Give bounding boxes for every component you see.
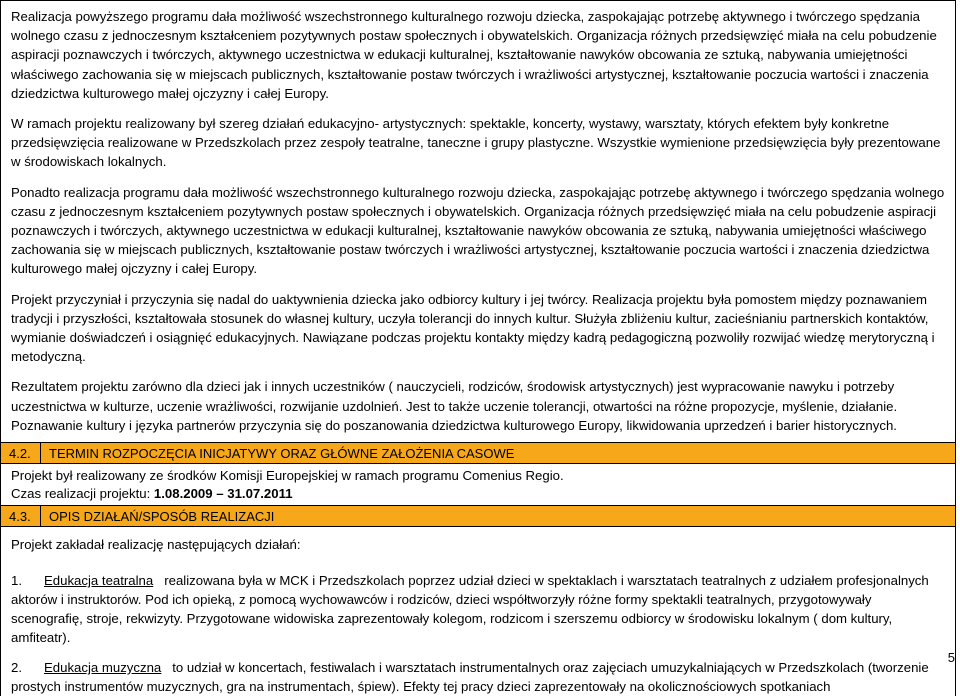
- funding-line: Projekt był realizowany ze środków Komisji Europejskiej w ramach programu Comenius Regio.: [11, 468, 564, 484]
- summary-text-block: [1, 0, 955, 442]
- item-number: 1.: [11, 573, 22, 589]
- item-title: Edukacja muzyczna: [43, 660, 162, 676]
- period-line: [11, 485, 945, 503]
- page-number: 5: [947, 650, 955, 665]
- paragraph: Projekt przyczyniał i przyczynia się nadal do uaktywnienia dziecka jako odbiorcy kultury i jej twórcy. Realizacja projektu była pomostem między poznawaniem tradycji i przyszłości, kształtowała stosunek do własnej kultury, uczyła tolerancji do innych kultur. Służyła zbliżeniu kultur, zacieśnianiu partnerskich kontaktów, wymianie doświadczeń i osiągnięć edukacyjnych. Nawiązane podczas projektu kontakty między kadrą pedagogiczną pozwoliły rozwijać wiedzę merytoryczną i metodyczną.: [11, 291, 935, 365]
- section-header-4-3: [1, 505, 955, 527]
- section-4-2-body: [1, 464, 955, 505]
- paragraph: Ponadto realizacja programu dała możliwość wszechstronnego kulturalnego rozwoju dziecka, zaspokajając potrzebę aktywnego i twórczego spędzania wolnego czasu z jednoczesnym kształceniem pozytywnych postaw społecznych i obywatelskich. Organizacja różnych przedsięwzięć miała na celu pobudzenie aspiracji poznawczych i twórczych, aktywnego uczestnictwa w edukacji kulturalnej, kształtowanie nawyków obcowania ze sztuką, nabywania umiejętności właściwego zachowania się w miejscach publicznych, kształtowanie postaw twórczych i wrażliwości artystycznej, kształtowanie poczucia wartości i znaczenia dziedzictwa kulturowego małej ojczyzny i całej Europy.: [11, 184, 945, 277]
- paragraph: W ramach projektu realizowany był szereg działań edukacyjno- artystycznych: spektakle, koncerty, wystawy, warsztaty, których efektem były konkretne przedsięwzięcia realizowane w Przedszkolach przez zespoły teatralne, taneczne i grupy plastyczne. Wszystkie wymienione przedsięwzięcia były prezentowane w środowiskach lokalnych.: [11, 116, 941, 170]
- period-label: Czas realizacji projektu:: [11, 486, 154, 502]
- section-header-4-2: [1, 442, 955, 464]
- paragraph: Rezultatem projektu zarówno dla dzieci jak i innych uczestników ( nauczycieli, rodziców, środowisk artystycznych) jest wypracowanie nawyku i potrzeby uczestnictwa w kulturze, uczenie wrażliwości, rozwijanie uzdolnień. Jest to także uczenie tolerancji, otwartości na różne propozycje, myślenie, działanie. Poznawanie kultury i języka partnerów przyczynia się do poszanowania dziedzictwa kulturowego Europy, likwidowania uprzedzeń i barier historycznych.: [11, 379, 898, 433]
- paragraph: Realizacja powyższego programu dała możliwość wszechstronnego kulturalnego rozwoju dziecka, zaspokajając potrzebę aktywnego i twórczego spędzania wolnego czasu z jednoczesnym kształceniem pozytywnych postaw społecznych i obywatelskich. Organizacja różnych przedsięwzięć miała na celu pobudzenie aspiracji poznawczych i twórczych, aktywnego uczestnictwa w edukacji kulturalnej, kształtowanie nawyków obcowania ze sztuką, nabywania umiejętności właściwego zachowania się w miejscach publicznych, kształtowanie postaw twórczych i wrażliwości artystycznej, kształtowanie poczucia wartości i znaczenia dziedzictwa kulturowego małej ojczyzny i całej Europy.: [11, 9, 937, 101]
- list-item: [11, 658, 945, 696]
- section-number: 4.2.: [1, 443, 41, 463]
- period-value: 1.08.2009 – 31.07.2011: [153, 486, 293, 502]
- section-intro: Projekt zakładał realizację następujących działań:: [11, 537, 301, 553]
- section-4-3-body: [1, 527, 955, 696]
- item-number: 2.: [11, 660, 22, 676]
- section-title: TERMIN ROZPOCZĘCIA INICJATYWY ORAZ GŁÓWNE ZAŁOŻENIA CASOWE: [49, 445, 515, 461]
- section-title: OPIS DZIAŁAŃ/SPOSÓB REALIZACJI: [49, 508, 275, 524]
- item-title: Edukacja teatralna: [43, 573, 154, 589]
- item-text: to udział w koncertach, festiwalach i warsztatach instrumentalnych oraz zajęciach umuzykalniających w Przedszkolach (tworzenie prostych instrumentów muzycznych, gra na instrumentach, śpiew). Efekty tej pracy dzieci zaprezentowały na okolicznościowych spotkaniach: [11, 660, 929, 695]
- list-item: [11, 571, 945, 647]
- item-text: realizowana była w MCK i Przedszkolach poprzez udział dzieci w spektaklach i warsztatach teatralnych z udziałem profesjonalnych aktorów i instruktorów. Pod ich opieką, z pomocą wychowawców i rodziców, dzieci współtworzyły różne formy spektakli teatralnych, przygotowywały scenografię, stroje, rekwizyty. Przygotowane widowiska zaprezentowały kolegom, rodzicom i szerszemu odbiorcy w środowisku lokalnym ( dom kultury, amfiteatr).: [11, 573, 929, 646]
- section-number: 4.3.: [1, 506, 41, 526]
